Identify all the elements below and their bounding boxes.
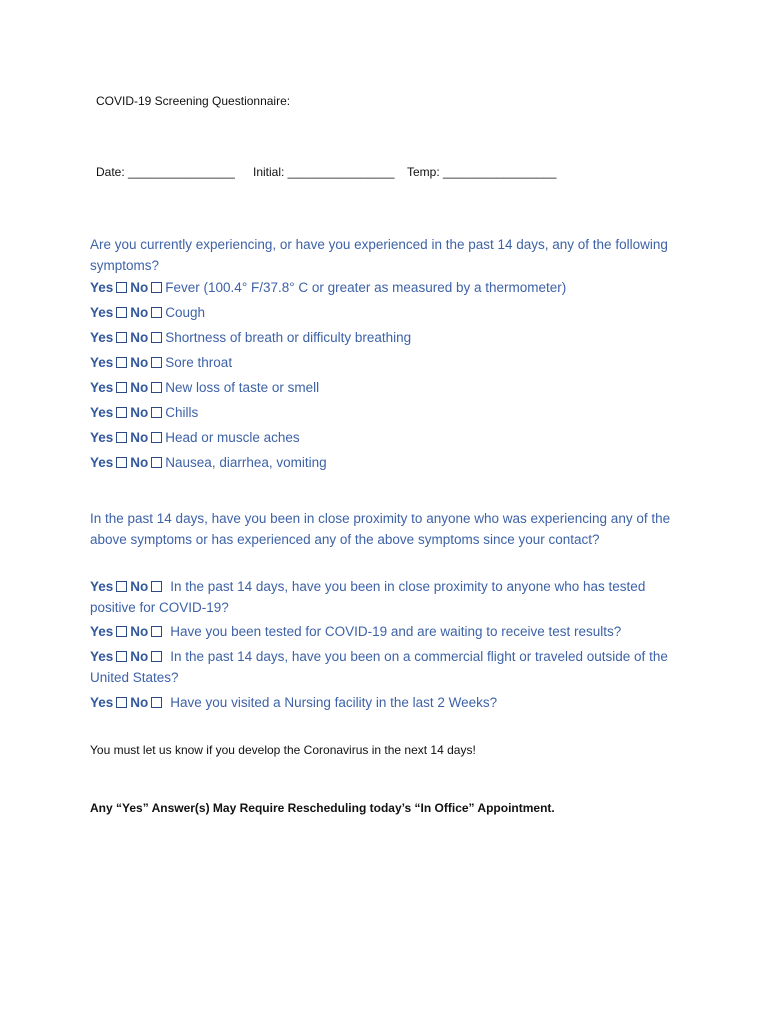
no-checkbox[interactable] <box>151 357 162 368</box>
yes-checkbox[interactable] <box>116 432 127 443</box>
yes-checkbox[interactable] <box>116 697 127 708</box>
yes-label: Yes <box>90 455 114 470</box>
yes-label: Yes <box>90 380 114 395</box>
no-checkbox[interactable] <box>151 651 162 662</box>
notice-text: You must let us know if you develop the Coronavirus in the next 14 days! <box>90 743 476 757</box>
symptom-item <box>90 380 319 395</box>
yes-checkbox[interactable] <box>116 626 127 637</box>
no-checkbox[interactable] <box>151 382 162 393</box>
no-checkbox[interactable] <box>151 581 162 592</box>
no-label: No <box>130 695 149 710</box>
yes-checkbox[interactable] <box>116 407 127 418</box>
symptom-item <box>90 405 198 420</box>
no-checkbox[interactable] <box>151 697 162 708</box>
no-label: No <box>130 305 149 320</box>
temp-field[interactable]: Temp: _________________ <box>407 165 557 179</box>
no-checkbox[interactable] <box>151 282 162 293</box>
exposure-item <box>90 692 690 713</box>
yes-checkbox[interactable] <box>116 332 127 343</box>
warning-text: Any “Yes” Answer(s) May Require Rescheduling today’s “In Office” Appointment. <box>90 801 555 815</box>
yes-label: Yes <box>90 430 114 445</box>
yes-checkbox[interactable] <box>116 357 127 368</box>
no-checkbox[interactable] <box>151 332 162 343</box>
contact-question: In the past 14 days, have you been in close proximity to anyone who was experiencing any of the above symptoms or has experienced any of the above symptoms since your contact? <box>90 511 671 547</box>
no-label: No <box>130 624 149 639</box>
yes-label: Yes <box>90 330 114 345</box>
symptom-text: Chills <box>165 405 199 420</box>
yes-checkbox[interactable] <box>116 282 127 293</box>
yes-checkbox[interactable] <box>116 457 127 468</box>
no-label: No <box>130 405 149 420</box>
no-label: No <box>130 355 149 370</box>
no-label: No <box>130 380 149 395</box>
date-field[interactable]: Date: ________________ <box>96 165 235 179</box>
yes-label: Yes <box>90 695 114 710</box>
yes-label: Yes <box>90 624 114 639</box>
symptom-item <box>90 305 205 320</box>
symptom-item <box>90 430 300 445</box>
exposure-question-text: In the past 14 days, have you been on a commercial flight or traveled outside of the United States? <box>90 649 668 685</box>
exposure-item <box>90 621 690 642</box>
page-title: COVID-19 Screening Questionnaire: <box>96 94 291 108</box>
exposure-item <box>90 646 690 688</box>
no-checkbox[interactable] <box>151 307 162 318</box>
no-checkbox[interactable] <box>151 626 162 637</box>
no-checkbox[interactable] <box>151 432 162 443</box>
no-checkbox[interactable] <box>151 457 162 468</box>
no-label: No <box>130 280 149 295</box>
exposure-question-text: Have you visited a Nursing facility in the last 2 Weeks? <box>170 695 498 710</box>
symptom-text: Sore throat <box>165 355 233 370</box>
symptoms-question: Are you currently experiencing, or have you experienced in the past 14 days, any of the following symptoms? <box>90 237 668 273</box>
yes-label: Yes <box>90 305 114 320</box>
no-label: No <box>130 455 149 470</box>
yes-checkbox[interactable] <box>116 651 127 662</box>
symptom-text: Head or muscle aches <box>165 430 300 445</box>
symptom-item <box>90 455 327 470</box>
symptom-text: Fever (100.4° F/37.8° C or greater as measured by a thermometer) <box>165 280 567 295</box>
yes-label: Yes <box>90 579 114 594</box>
exposure-item <box>90 576 690 618</box>
initial-field[interactable]: Initial: ________________ <box>253 165 395 179</box>
symptom-text: Nausea, diarrhea, vomiting <box>165 455 327 470</box>
no-label: No <box>130 330 149 345</box>
yes-checkbox[interactable] <box>116 307 127 318</box>
symptom-text: New loss of taste or smell <box>165 380 320 395</box>
no-checkbox[interactable] <box>151 407 162 418</box>
symptom-text: Shortness of breath or difficulty breathing <box>165 330 412 345</box>
yes-label: Yes <box>90 355 114 370</box>
yes-label: Yes <box>90 280 114 295</box>
no-label: No <box>130 649 149 664</box>
symptom-item <box>90 330 411 345</box>
yes-checkbox[interactable] <box>116 382 127 393</box>
no-label: No <box>130 430 149 445</box>
yes-checkbox[interactable] <box>116 581 127 592</box>
no-label: No <box>130 579 149 594</box>
symptom-text: Cough <box>165 305 206 320</box>
yes-label: Yes <box>90 649 114 664</box>
symptom-item <box>90 355 232 370</box>
exposure-question-text: Have you been tested for COVID-19 and are waiting to receive test results? <box>170 624 622 639</box>
yes-label: Yes <box>90 405 114 420</box>
symptom-item <box>90 280 566 295</box>
exposure-question-text: In the past 14 days, have you been in close proximity to anyone who has tested positive for COVID-19? <box>90 579 646 615</box>
